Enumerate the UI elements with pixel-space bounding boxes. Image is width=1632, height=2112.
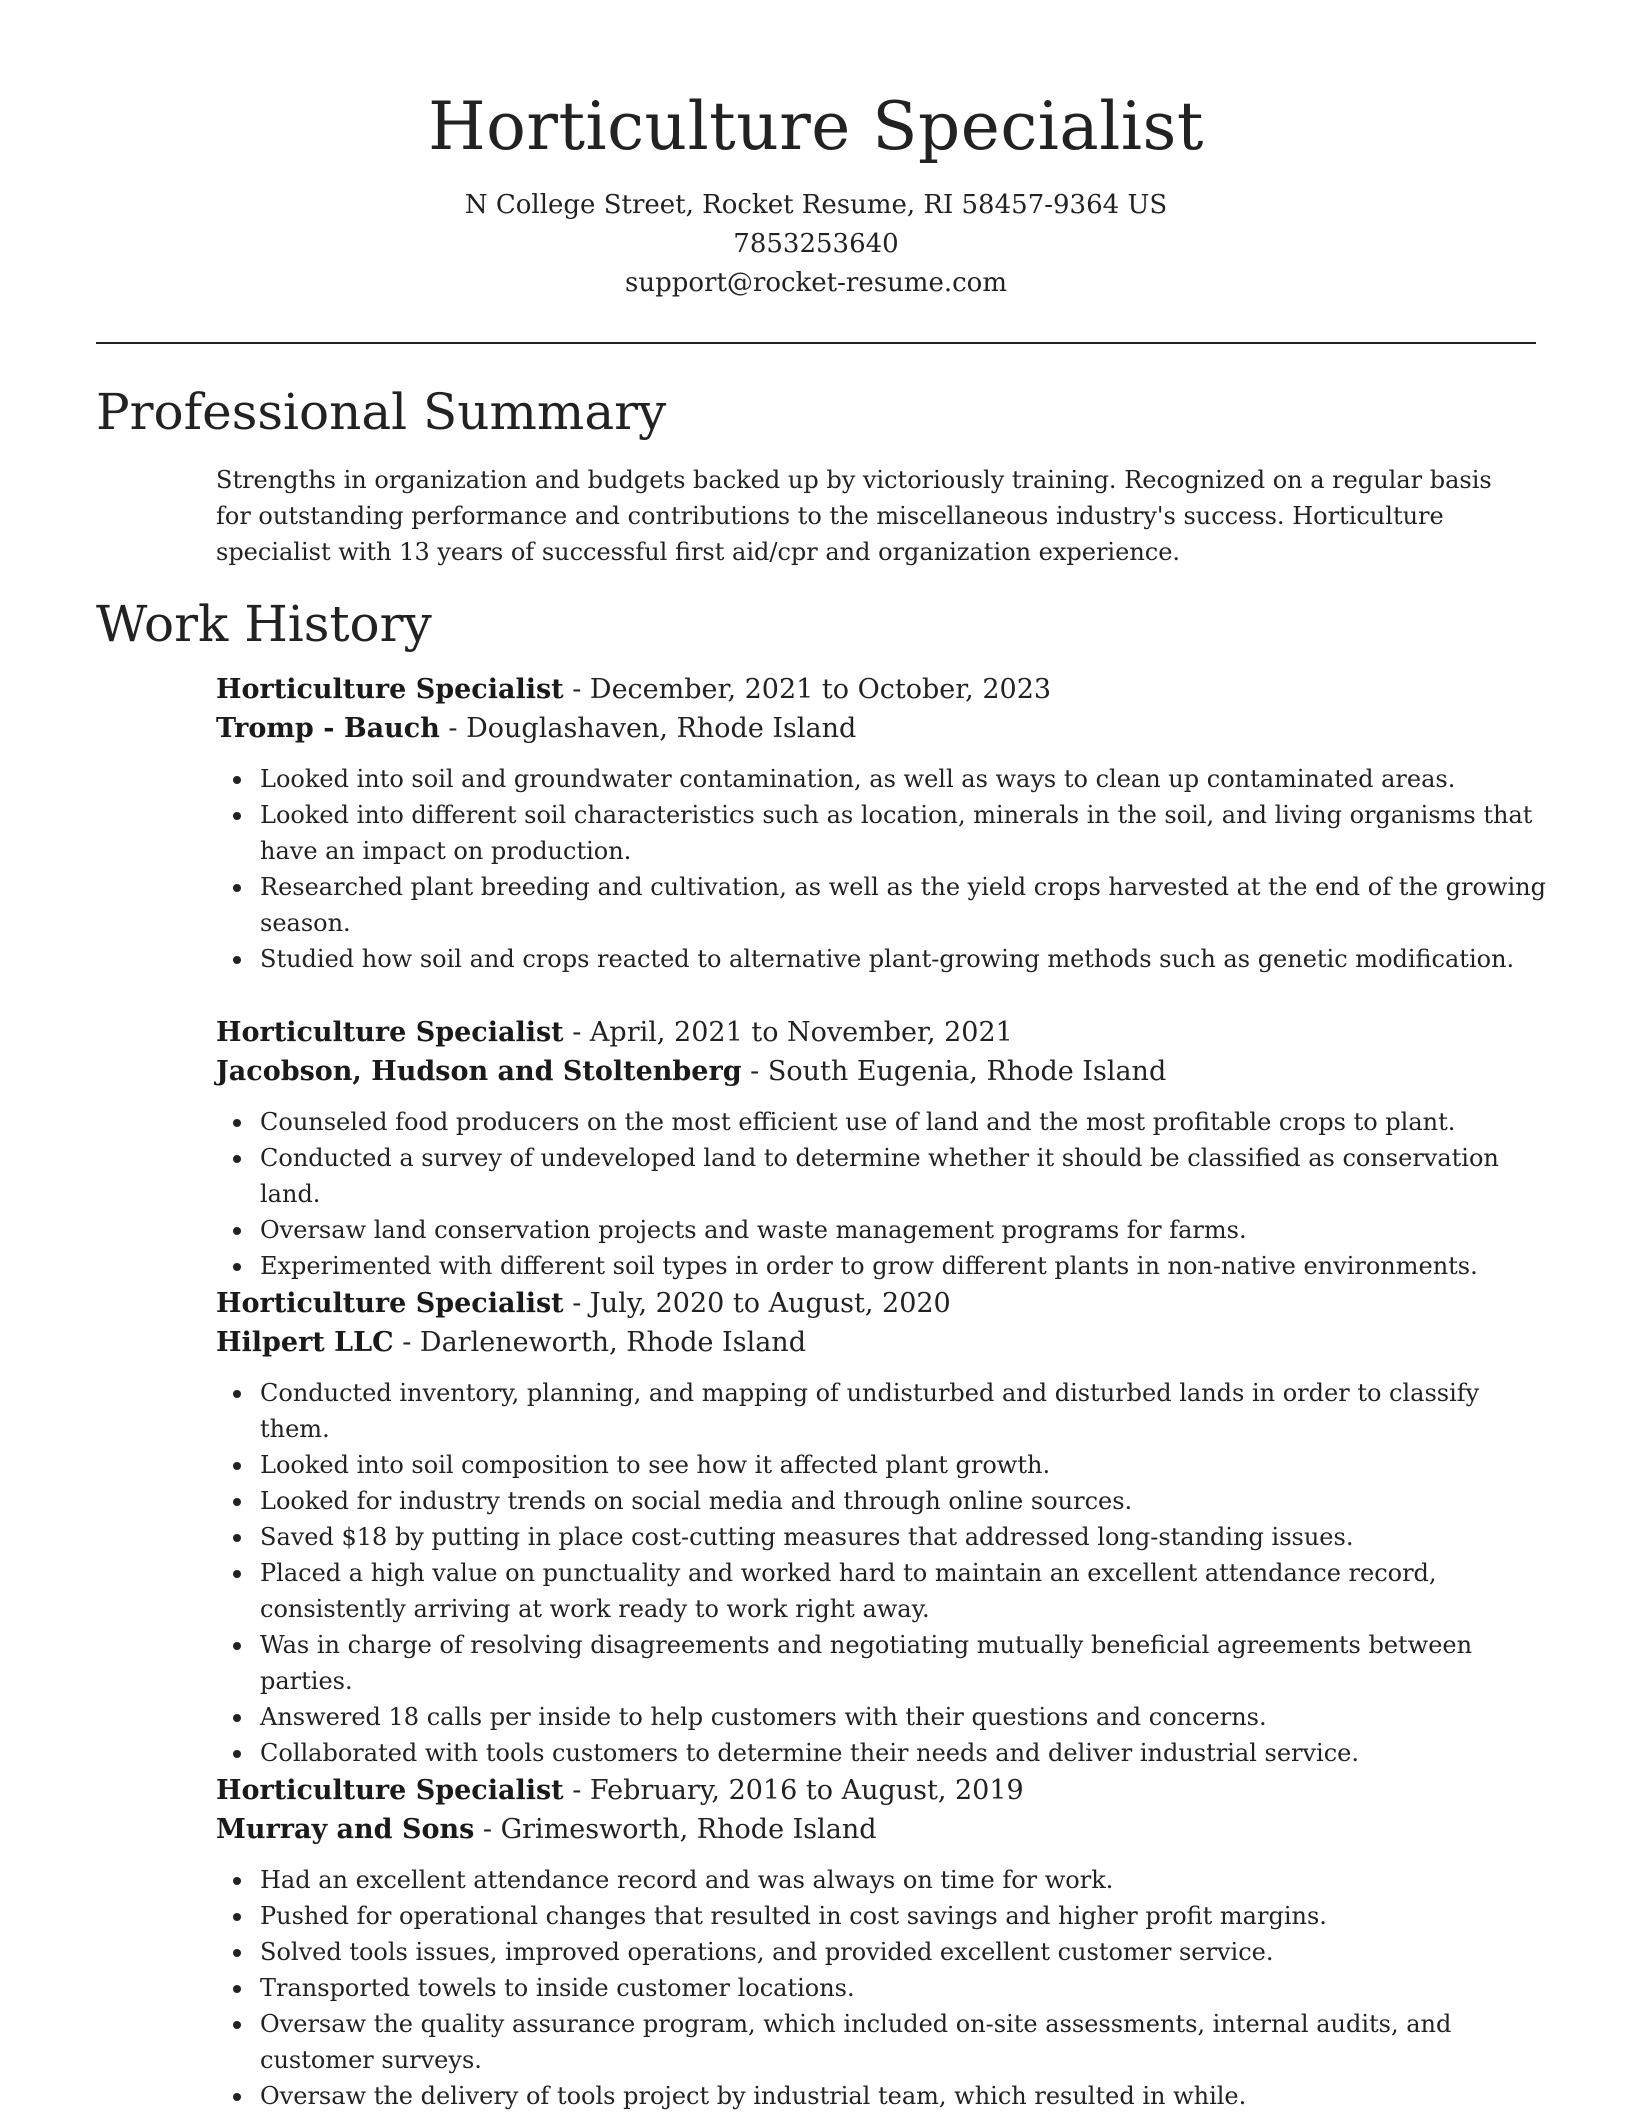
job-location: - Grimesworth, Rhode Island xyxy=(474,1814,877,1845)
job-bullet: Was in charge of resolving disagreements and negotiating mutually beneficial agreements between parties. xyxy=(260,1627,1546,1699)
job-bullet: Solved tools issues, improved operations, and provided excellent customer service. xyxy=(260,1934,1546,1970)
job-entry xyxy=(216,1771,1546,2112)
address: N College Street, Rocket Resume, RI 58457-9364 US xyxy=(464,190,1168,220)
job-bullet: Studied how soil and crops reacted to alternative plant-growing methods such as genetic modification. xyxy=(260,941,1546,977)
job-bullet: Conducted inventory, planning, and mapping of undisturbed and disturbed lands in order to classify them. xyxy=(260,1375,1546,1447)
job-company-line xyxy=(216,1052,1546,1091)
job-bullet: Experimented with different soil types in order to grow different plants in non-native environments. xyxy=(260,1248,1546,1284)
job-bullet: Oversaw the quality assurance program, which included on-site assessments, internal audits, and customer surveys. xyxy=(260,2006,1546,2078)
job-bullet: Conducted a survey of undeveloped land to determine whether it should be classified as conservation land. xyxy=(260,1140,1546,1212)
job-bullet-list xyxy=(216,1375,1546,1771)
phone-number: 7853253640 xyxy=(733,229,899,259)
job-bullet: Oversaw the delivery of tools project by industrial team, which resulted in while. xyxy=(260,2078,1546,2112)
job-location: - Douglashaven, Rhode Island xyxy=(439,713,857,744)
job-title: Horticulture Specialist xyxy=(216,1775,564,1806)
company-name: Hilpert LLC xyxy=(216,1327,394,1358)
job-title-line xyxy=(216,1771,1546,1810)
job-bullet: Looked into soil composition to see how it affected plant growth. xyxy=(260,1447,1546,1483)
job-bullet: Researched plant breeding and cultivation, as well as the yield crops harvested at the end of the growing season. xyxy=(260,869,1546,941)
job-bullet: Had an excellent attendance record and was always on time for work. xyxy=(260,1862,1546,1898)
job-company-line xyxy=(216,1323,1546,1362)
job-bullet: Answered 18 calls per inside to help customers with their questions and concerns. xyxy=(260,1699,1546,1735)
job-entry xyxy=(216,1284,1546,1771)
job-bullet-list xyxy=(216,761,1546,977)
job-title-line xyxy=(216,670,1546,709)
job-bullet-list xyxy=(216,1862,1546,2112)
job-dates: - April, 2021 to November, 2021 xyxy=(563,1017,1013,1048)
header-divider xyxy=(96,342,1536,344)
work-history-heading: Work History xyxy=(96,595,432,653)
job-bullet: Counseled food producers on the most efficient use of land and the most profitable crops to plant. xyxy=(260,1104,1546,1140)
summary-heading: Professional Summary xyxy=(96,383,667,441)
job-bullet: Saved $18 by putting in place cost-cutting measures that addressed long-standing issues. xyxy=(260,1519,1546,1555)
job-bullet: Transported towels to inside customer locations. xyxy=(260,1970,1546,2006)
job-title: Horticulture Specialist xyxy=(216,1288,564,1319)
resume-header xyxy=(0,0,1632,303)
job-dates: - July, 2020 to August, 2020 xyxy=(563,1288,951,1319)
job-title: Horticulture Specialist xyxy=(216,674,564,705)
job-title-line xyxy=(216,1284,1546,1323)
company-name: Murray and Sons xyxy=(216,1814,475,1845)
job-bullet: Pushed for operational changes that resulted in cost savings and higher profit margins. xyxy=(260,1898,1546,1934)
job-title-line xyxy=(216,1013,1546,1052)
summary-text: Strengths in organization and budgets backed up by victoriously training. Recognized on a regular basis for outstanding performance and contributions to the miscellaneous industry's success. Horticulture specialist with 13 years of successful first aid/cpr and organization experience. xyxy=(216,466,1492,566)
company-name: Jacobson, Hudson and Stoltenberg xyxy=(216,1056,742,1087)
job-bullet: Looked for industry trends on social media and through online sources. xyxy=(260,1483,1546,1519)
job-entry xyxy=(216,670,1546,977)
job-location: - Darleneworth, Rhode Island xyxy=(393,1327,806,1358)
job-company-line xyxy=(216,709,1546,748)
job-bullet: Oversaw land conservation projects and waste management programs for farms. xyxy=(260,1212,1546,1248)
job-bullet: Placed a high value on punctuality and worked hard to maintain an excellent attendance record, consistently arriving at work ready to work right away. xyxy=(260,1555,1546,1627)
email-address: support@rocket-resume.com xyxy=(624,268,1007,298)
job-bullet: Looked into soil and groundwater contamination, as well as ways to clean up contaminated areas. xyxy=(260,761,1546,797)
job-company-line xyxy=(216,1810,1546,1849)
job-bullet-list xyxy=(216,1104,1546,1284)
job-dates: - December, 2021 to October, 2023 xyxy=(563,674,1052,705)
job-location: - South Eugenia, Rhode Island xyxy=(741,1056,1167,1087)
candidate-name: Horticulture Specialist xyxy=(428,88,1204,165)
job-dates: - February, 2016 to August, 2019 xyxy=(563,1775,1024,1806)
job-entry xyxy=(216,1013,1546,1284)
job-bullet: Looked into different soil characteristics such as location, minerals in the soil, and living organisms that have an impact on production. xyxy=(260,797,1546,869)
contact-block xyxy=(0,186,1632,303)
company-name: Tromp - Bauch xyxy=(216,713,440,744)
job-bullet: Collaborated with tools customers to determine their needs and deliver industrial service. xyxy=(260,1735,1546,1771)
job-title: Horticulture Specialist xyxy=(216,1017,564,1048)
